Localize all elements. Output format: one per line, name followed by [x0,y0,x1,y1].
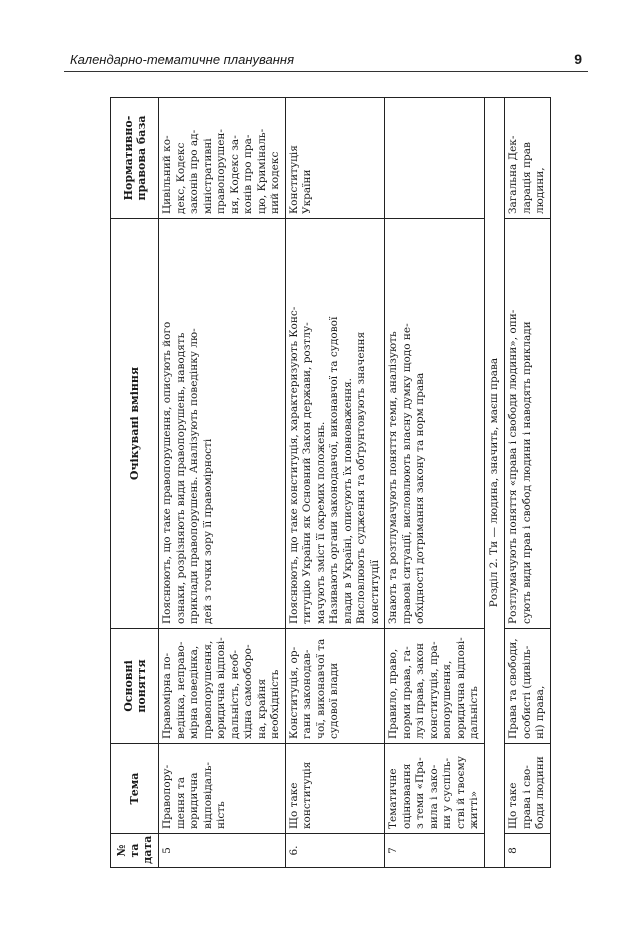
row-concepts: Правомірна по- ведінка, неправо- мірна поведінка, правопорушення, юридична відпові- дальність, необ- хідна самооборо- на, крайня необхідність [159,629,286,744]
col-header-num: № та дата [111,834,159,868]
row-topic: Правопору- шення та юридична відповідаль- ність [159,744,286,834]
col-header-concepts: Основні поняття [111,629,159,744]
col-header-topic: Тема [111,744,159,834]
page-number: 9 [574,51,582,67]
row-skills: Пояснюють, що таке конституція, характеризують Конс- титуцію України як Основний Закон держави, розтлу- мачують зміст її окремих положень. Називають органи законодавчої, виконавчої та судової влади в Україні, описують їх повноваження. Висловлюють судження та обґрунтовують значення конституції [285,219,385,629]
row-law [385,98,485,219]
row-law: Конституція України [285,98,385,219]
section-row [484,98,505,868]
table-row [159,98,286,868]
rotated-table-container [110,98,562,868]
row-num: 7 [385,834,485,868]
row-skills: Пояснюють, що таке правопорушення, описують його ознаки, розрізняють види правопорушень, наводять приклади правопорушень. Аналізують поведінку лю- дей з точки зору її правомірності [159,219,286,629]
row-skills: Знають та розтлумачують поняття теми, аналізують правові ситуації, висловлюють власну думку щодо не- обхідності дотримання закону та норм права [385,219,485,629]
row-num: 6. [285,834,385,868]
row-concepts: Правило, право, норми права, га- лузі права, закон конституція, пра- вопорушення, юридична відпові- дальність [385,629,485,744]
section-title: Розділ 2. Ти — людина, значить, маєш права [484,98,505,868]
row-num: 5 [159,834,286,868]
col-header-law: Нормативно-правова база [111,98,159,219]
row-concepts: Конституція, ор- гани законодав- чої, виконавчої та судової влади [285,629,385,744]
row-topic: Що таке конституція [285,744,385,834]
table-row [385,98,485,868]
header-row [111,98,159,868]
page-header [70,50,582,70]
table-row [285,98,385,868]
row-skills: Розтлумачують поняття «права і свободи людини», опи- сують види прав і свобод людини і наводять приклади [505,219,551,629]
row-topic: Що таке права і сво- боди людини [505,744,551,834]
table-row [505,98,551,868]
row-topic: Тематичне оцінювання з теми «Пра- вила і зако- ни у суспіль- стві й твоєму житті» [385,744,485,834]
row-law: Цивільний ко- декс, Кодекс законів про ад- міністративні правопорушен- ня, Кодекс за- конів про пра- цю, Криміналь- ний кодекс [159,98,286,219]
row-num: 8 [505,834,551,868]
row-concepts: Права та свободи, особисті (цивіль- ні) права, [505,629,551,744]
col-header-skills: Очікувані вміння [111,219,159,629]
calendar-plan-table [110,97,551,868]
header-rule [64,71,588,72]
row-law: Загальна Дек- ларація прав людини, [505,98,551,219]
running-title: Календарно-тематичне планування [70,52,295,67]
